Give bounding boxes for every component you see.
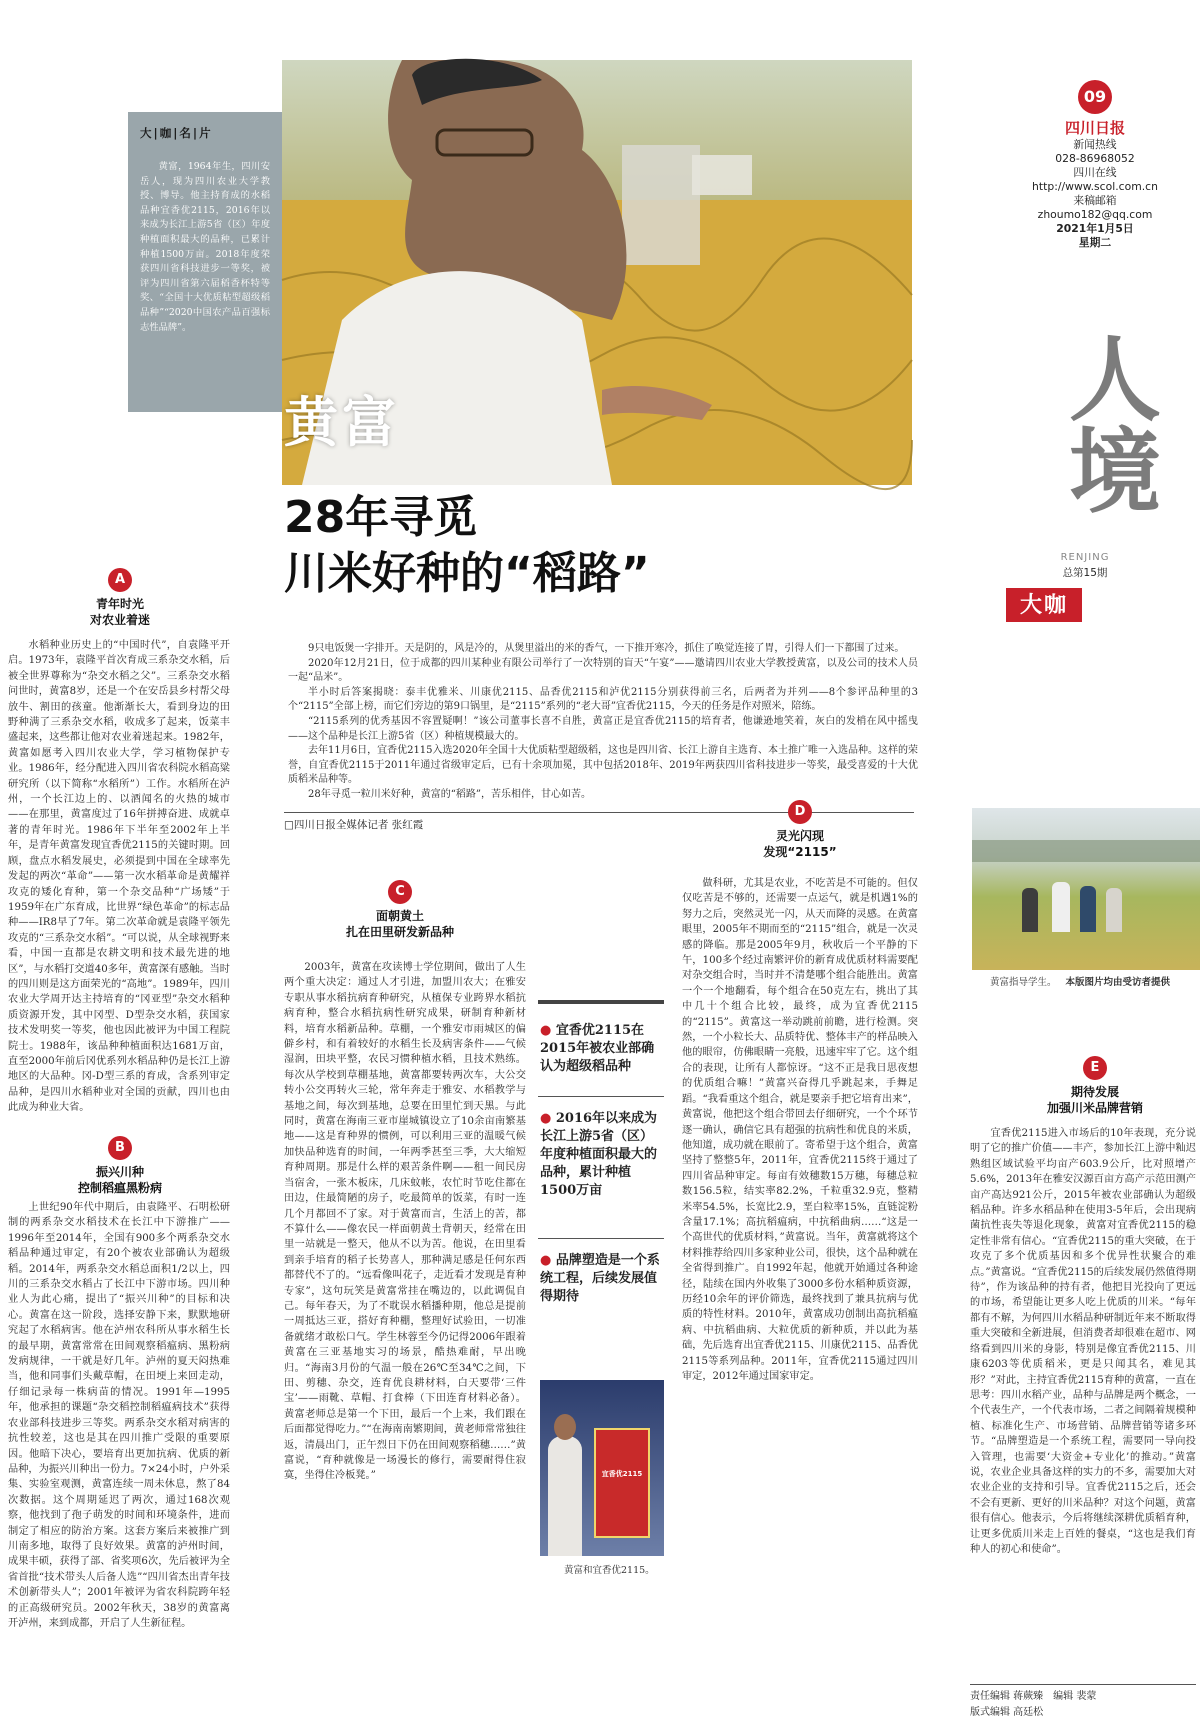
headline-line1: 28年寻觅 [284, 492, 478, 543]
section-d-title2: 发现“2115” [763, 845, 837, 859]
quote-1: ● 宜香优2115在2015年被农业部确认为超级稻品种 [540, 1023, 655, 1074]
mail-label: 来稿邮箱 [1073, 194, 1117, 207]
section-d-body: 做科研，尤其是农业，不吃苦是不可能的。但仅仅吃苦是不够的，还需要一点运气，就是机遇1%的努力之后，突然灵光一闪，从天而降的灵感。在黄富眼里，2005年不期而至的“2115”组合，就是一次灵感的降临。那是2005年9月，秋收后一个平静的下午，100多个经过南繁评价的新育成优质材料需要配对杂交组合时，当时并不清楚哪个组合能胜出。黄富一个一个地翻看，每个组合在50克左右，挑出了其中几十个组合比较，最终，成为宜香优2115的“2115”。黄富这一举动跳前前瞻，进行检测。突然，一个小粒长大、品质特优、整体丰产的样品映入他的眼帘，仿佛眼睛一亮般，迅速牢牢了它。这个组合的表现，让所有人都惊讶。“这不正是我日思夜想的优质组合嘛！”黄富兴奋得几乎跳起来，手舞足蹈。“我看重这个组合，就是要亲手把它培育出来”，黄富说，他把这个组合带回去仔细研究，一个个环节逐一确认，确信它具有超强的抗病性和优良的米质，他知道，成功就在眼前了。寄希望于这个组合，黄富坚持了整整5年，2011年，宜香优2115终于通过了四川省品种审定。每亩有效穗数15万穗，每穗总粒数156.5粒，结实率82.2%，千粒重32.9克，整精米率54.5%，长宽比2.9，垩白粒率15%，直链淀粉含量17.1%；高抗稻瘟病，中抗稻曲病……“这是一个高世代的优质材料，”黄富说。当年，黄富就将这个材料推荐给四川多家种业公司，很快，这个品种就在全省得到推广。自1992年起，他就开始通过各种途径，陆续在国内外收集了3000多份水稻种质资源，历经10余年的评价筛选，最终找到了兼具抗病与优质的特性材料。2010年，黄富成功创制出高抗稻瘟病、中抗稻曲病、大粒优质的新种质，并以此为基础，先后选育出宜香优2115、川康优2115、品香优2115等系列品种。2011年，宜香优2115通过四川审定，2012年通过国家审定。 [682, 878, 918, 1382]
page-number: 09 [1083, 87, 1107, 106]
email-link[interactable]: zhoumo182@qq.com [1037, 208, 1153, 221]
section-c-body: 2003年，黄富在攻读博士学位期间，做出了人生两个重大决定：通过人才引进，加盟川农大；在雅安专职从事水稻抗病育种研究，从植保专业跨界水稻抗病育种，整合水稻抗病性研究成果，研制育种新材料，培育水稻新品种。草棚，一个雅安市雨城区的偏僻乡村，和有着较好的水稻生长及病害条件——气候湿润，田块平整，农民习惯种植水稻，且技术熟练。每次从学校到草棚基地，黄富都要转两次车，大公交转小公交再转火三轮，常年奔走于雅安、水稻教学与基地之间，每次到基地，总要在田里忙到天黑。与此同时，黄富在海南三亚市崖城镇设立了10余亩南繁基地——这是育种界的惯例，可以利用三亚的温暖气候加快品种选育的时间，一年两季甚至三季，大大缩短育种周期。那是什么样的艰苦条件啊——租一间民房当宿舍，一张木板床，几床蚊帐，农忙时节吃住都在田边，住最简陋的房子，吃最简单的饭菜，有时一连几个月都回不了家。对于黄富而言，生活上的苦，都不算什么——像农民一样面朝黄土背朝天，经常在田里一站就是一整天，他从不以为苦。他说，在田里看到亲手培育的稻子长势喜人，那种满足感是任何东西都替代不了的。“远看像叫花子，走近看才发现是育种专家”，这句玩笑是黄富常挂在嘴边的，以此调侃自己。每年春天，为了不耽误水稻播种期，他总是提前一周抵达三亚，搭好育种棚，整理好试验田，一切准备就绪才敢松口气。学生林蓉至今仍记得2006年跟着黄富在三亚基地实习的场景，酷热难耐，早出晚归。“海南3月份的气温一般在26℃至34℃之间，下田、剪穗、杂交，连育优良耕材料，白天要带‘三件宝’——雨靴、草帽、打食棒（下田连育材料必备）。黄富老师总是第一个下田，最后一个上来，我们跟在后面都觉得吃力。”“在海南南繁期间，黄老师常常独往返，清晨出门，正午烈日下仍在田间观察稻穗……”黄富说，“育种就像是一场漫长的修行，需要耐得住寂寞，坐得住冷板凳。” [284, 962, 526, 1482]
section-c-title1: 面朝黄土 [375, 909, 424, 923]
quote-2: ● 2016年以来成为长江上游5省（区）年度种植面积最大的品种，累计种植1500万亩 [540, 1111, 658, 1198]
editors-rule [970, 1684, 1196, 1685]
section-c-badge: C [388, 880, 412, 904]
person-3 [1080, 886, 1096, 932]
website-link[interactable]: http://www.scol.com.cn [1032, 180, 1158, 193]
headline-name: 黄富 [284, 390, 400, 454]
product-bag-label: 宜香优2115 [601, 1470, 643, 1478]
section-tag: 大咖 [1006, 588, 1082, 622]
paper-name: 四川日报 [1064, 119, 1125, 137]
headline-line2: 川米好种的“稻路” [284, 548, 650, 599]
section-e-title1: 期待发展 [1070, 1085, 1119, 1099]
profile-box [128, 112, 282, 412]
issue-date: 2021年1月5日 [1056, 222, 1134, 235]
column-title: 人境 [1054, 330, 1162, 515]
weekday: 星期二 [1078, 236, 1112, 249]
field-caption-text: 黄富指导学生。 [990, 977, 1057, 988]
intro-text: 9只电饭煲一字排开。天是阴的，风是冷的，从煲里溢出的米的香气，一下推开寒冷，抓住了唤觉连接了胃，引得人们一下都围了过来。 2020年12月21日，位于成都的四川某种业有限公司举行了一次特别的盲天“午宴”——邀请四川农业大学教授黄富，以及公司的技术人员一起“品米”。 半小时后答案揭晓：泰丰优雅米、川康优2115、品香优2115和泸优2115分别获得前三名，后两者为并列——8个参评品种里的3个“2115”全部上榜，而它们旁边的第9口锅里，是“2115”系列的“老大哥”宜香优2115，今天的任务是作对照米，陪练。 “2115系列的优秀基因不容置疑啊！”该公司董事长喜不自胜，黄富正是宜香优2115的培育者，他谦逊地笑着，灰白的发梢在风中摇曳——这个品种是长江上游5省（区）种植规模最大的。 去年11月6日，宜香优2115入选2020年全国十大优质粘型超级稻，这也是四川省、长江上游自主选育、本土推广唯一入选品种。这样的荣誉，自宜香优2115于2011年通过省级审定后，已有十余项加冕，其中包括2018年、2019年两获四川省科技进步一等奖，最受喜爱的十大优质稻米品种等。 28年寻觅一粒川米好种，黄富的“稻路”，苦乐相伴，甘心如苦。 [288, 643, 918, 800]
section-e-badge: E [1083, 1056, 1107, 1080]
field-photo [972, 808, 1200, 970]
profile-text: 黄富，1964年生，四川安岳人，现为四川农业大学教授、博导。他主持育成的水稻品种宜香优2115，2016年以来成为长江上游5省（区）年度种植面积最大的品种，已累计种植1500万亩。2018年度荣获四川省科技进步一等奖，被评为四川省第六届稻香杯特等奖、“全国十大优质粘型超级稻品种”“2020中国农产品百强标志性品牌”。 [140, 161, 270, 333]
hotline-label: 新闻热线 [1073, 138, 1117, 151]
person-figure [548, 1436, 582, 1556]
section-b-badge: B [108, 1136, 132, 1160]
person-head [554, 1414, 576, 1440]
quote-rule-1 [538, 1096, 664, 1097]
section-e-title2: 加强川米品牌营销 [1046, 1101, 1143, 1115]
section-a-heading [60, 568, 180, 628]
page-number-badge [1078, 80, 1112, 114]
section-e-body: 宜香优2115进入市场后的10年表现，充分说明了它的推广价值——丰产，参加长江上游中籼迟熟组区域试验平均亩产603.9公斤，比对照增产5.6%，2013年在雅安汉源百亩方高产示范田测产亩产高达921公斤，2015年被农业部确认为超级稻品种。许多水稻品种在使用3-5年后，会出现病菌抗性丧失等退化现象，黄富对宜香优2115的稳定性非常有信心。“宜香优2115的重大突破，在于攻克了多个优质基因和多个优异性状聚合的难点。”黄富说。“宜香优2115的后续发展仍然值得期待”，作为该品种的持有者，他把目光投向了更远的市场，希望能让更多人吃上优质的川米。“每年都有不解，为何四川水稻品种研制近年来不断取得重大突破和全新进展，但消费者却很难在超市、网络看到四川米的身影，特别是像宜香优2115、川康6203等优质稻米，更是只闻其名，难见其形？”对此，主持宜香优2115育种的黄富，一直在思考：四川水稻产业，品种与品牌是两个概念，一个代表生产，一个代表市场，二者之间隔着规模种植、标准化生产、市场营销、品牌营销等诸多环节。“品牌塑造是一个系统工程，需要同一导向投入管理，也需要‘大资金+专业化’的推动。”黄富说，农业企业具备这样的实力的不多，需要加大对农业企业的支持和引导。宜香优2115之后，还会不会有更新、更好的川米品种？对这个问题，黄富很有信心。他表示，今后将继续深耕优质稻育种，让更多优质川米走上百姓的餐桌，“这也是我们育种人的初心和使命”。 [970, 1128, 1196, 1555]
profile-title: 大|咖|名|片 [140, 126, 213, 140]
section-c-title2: 扎在田里研发新品种 [345, 925, 454, 939]
section-b-heading [60, 1136, 180, 1196]
section-b-body: 上世纪90年代中期后，由袁隆平、石明松研制的两系杂交水稻技术在长江中下游推广——1996年至2014年，全国有900多个两系杂交水稻品种通过审定，有20个被农业部确认为超级稻。2014年，两系杂交水稻总面积1/2以上，四川的三系杂交水稻占了长江中下游市场。四川种业人为此心痛，提出了“振兴川种”的目标和决心。黄富在这一阶段，选择安静下来，默默地研究起了水稻病害。他在泸州农科所从事水稻生长的最早期，黄富常常在田间观察稻瘟病、黑粉病发病规律，一干就是好几年。泸州的夏天闷热难当，他和同事们头戴草帽，在田埂上来回走动，仔细记录每一株病苗的情况。1991年—1995年，他承担的课题“杂交稻控制稻瘟病技术”获得农业部科技进步三等奖。两系杂交水稻对病害的抗性较差，这也是其在四川推广受限的重要原因。他暗下决心，要培育出更加抗病、优质的新品种，为振兴川种出一份力。7×24小时，户外采集、实验室观测，黄富连续一周未休息，熬了84次数据。这个周期延迟了两次，通过168次观察，他找到了孢子萌发的时间和环境条件，进而制定了相应的防治方案。这套方案后来被推广到川南多地，取得了良好效果。黄富的泸州时间，成果丰硕，获得了部、省奖项6次，先后被评为全省首批“技术带头人后备人选”“四川省杰出青年技术创新带头人”；2001年被评为省农科院跨年轻的正高级研究员。2002年秋天，38岁的黄富离开泸州，来到成都，开启了人生新征程。 [8, 1202, 230, 1629]
editors-line2: 版式编辑 高廷松 [970, 1707, 1044, 1718]
section-e-heading [1020, 1056, 1170, 1116]
section-a-title1: 青年时光 [95, 597, 144, 611]
field-trees [972, 840, 1200, 862]
section-a-title2: 对农业着迷 [89, 613, 150, 627]
section-d-badge: D [788, 800, 812, 824]
byline: □四川日报全媒体记者 张红霞 [284, 819, 424, 831]
person-4 [1106, 888, 1122, 932]
quote-rule-2 [538, 1238, 664, 1239]
section-b-title1: 振兴川种 [95, 1165, 144, 1179]
section-a-badge: A [108, 568, 132, 592]
issue-number: 总第15期 [1062, 567, 1108, 579]
quote-3: ● 品牌塑造是一个系统工程，后续发展值得期待 [540, 1253, 660, 1304]
column-title-en: RENJING [1060, 552, 1110, 563]
section-d-title1: 灵光闪现 [775, 829, 824, 843]
section-d-heading [730, 800, 870, 860]
product-caption: 黄富和宜香优2115。 [564, 1565, 655, 1576]
section-a-body: 水稻种业历史上的“中国时代”，自袁隆平开启。1973年，袁隆平首次育成三系杂交水稻，后被全世界尊称为“杂交水稻之父”。三系杂交水稻问世时，黄富8岁，还是一个在安岳县乡村帮父母放牛、割田的孩童。他渐渐长大，看到身边的田野种满了三系杂交水稻，收成多了起来，饭菜丰盛起来，这些都让他对农业着迷起来。1982年，黄富如愿考入四川农业大学，学习植物保护专业。1986年，经分配进入四川省农科院水稻高粱研究所（以下简称“水稻所”）工作。水稻所在泸州，一个长江边上的、以酒闻名的火热的城市——在那里，黄富度过了16年拼搏奋进、成就卓著的青年时光。1986年下半年至2002年上半年，是青年黄富发现宜香优2115的关键时期。回顾，盘点水稻发展史，必须提到中国在全球率先发起的两次“革命”——第一次水稻革命是黄耀祥攻克的矮化育种，第一个杂交品种“广场矮”于1959年在广东育成，比世界“绿色革命”的标志品种——IR8早了7年。第二次革命就是袁隆平领先攻克的“三系杂交水稻”。“可以说，从全球视野来看，中国一直都是农耕文明和技术最先进的地区”，与水稻打交道40多年，黄富深有感触。当时的四川则是这方面荣光的“高地”。1989年，四川农业大学周开达主持培育的“冈亚型”杂交水稻种质资源开发，其中冈型、D型杂交水稻，获国家技术发明奖一等奖，他也因此被评为中国工程院院士。1988年，该品种种植面积达1681万亩，直至2000年前后冈优系列水稻品种仍是长江上游地区的大品种。冈-D型三系的育成，含系列审定品种，是四川水稻种业对全国的贡献，四川也由此成为种业大省。 [8, 640, 230, 1114]
product-bag [594, 1428, 650, 1538]
editors-line1: 责任编辑 蒋蕨臻 编辑 裴蒙 [970, 1691, 1097, 1702]
photo-credit: 本版图片均由受访者提供 [1065, 977, 1171, 988]
person-2 [1052, 882, 1070, 932]
masthead [1010, 80, 1180, 250]
field-caption [990, 974, 1200, 988]
section-b-title2: 控制稻瘟黑粉病 [77, 1181, 162, 1195]
person-1 [1022, 888, 1038, 932]
quote-rule-top [538, 1000, 664, 1004]
online-label: 四川在线 [1073, 166, 1117, 179]
section-c-heading [320, 880, 480, 940]
product-photo [540, 1380, 664, 1556]
hotline: 028-86968052 [1055, 152, 1135, 165]
